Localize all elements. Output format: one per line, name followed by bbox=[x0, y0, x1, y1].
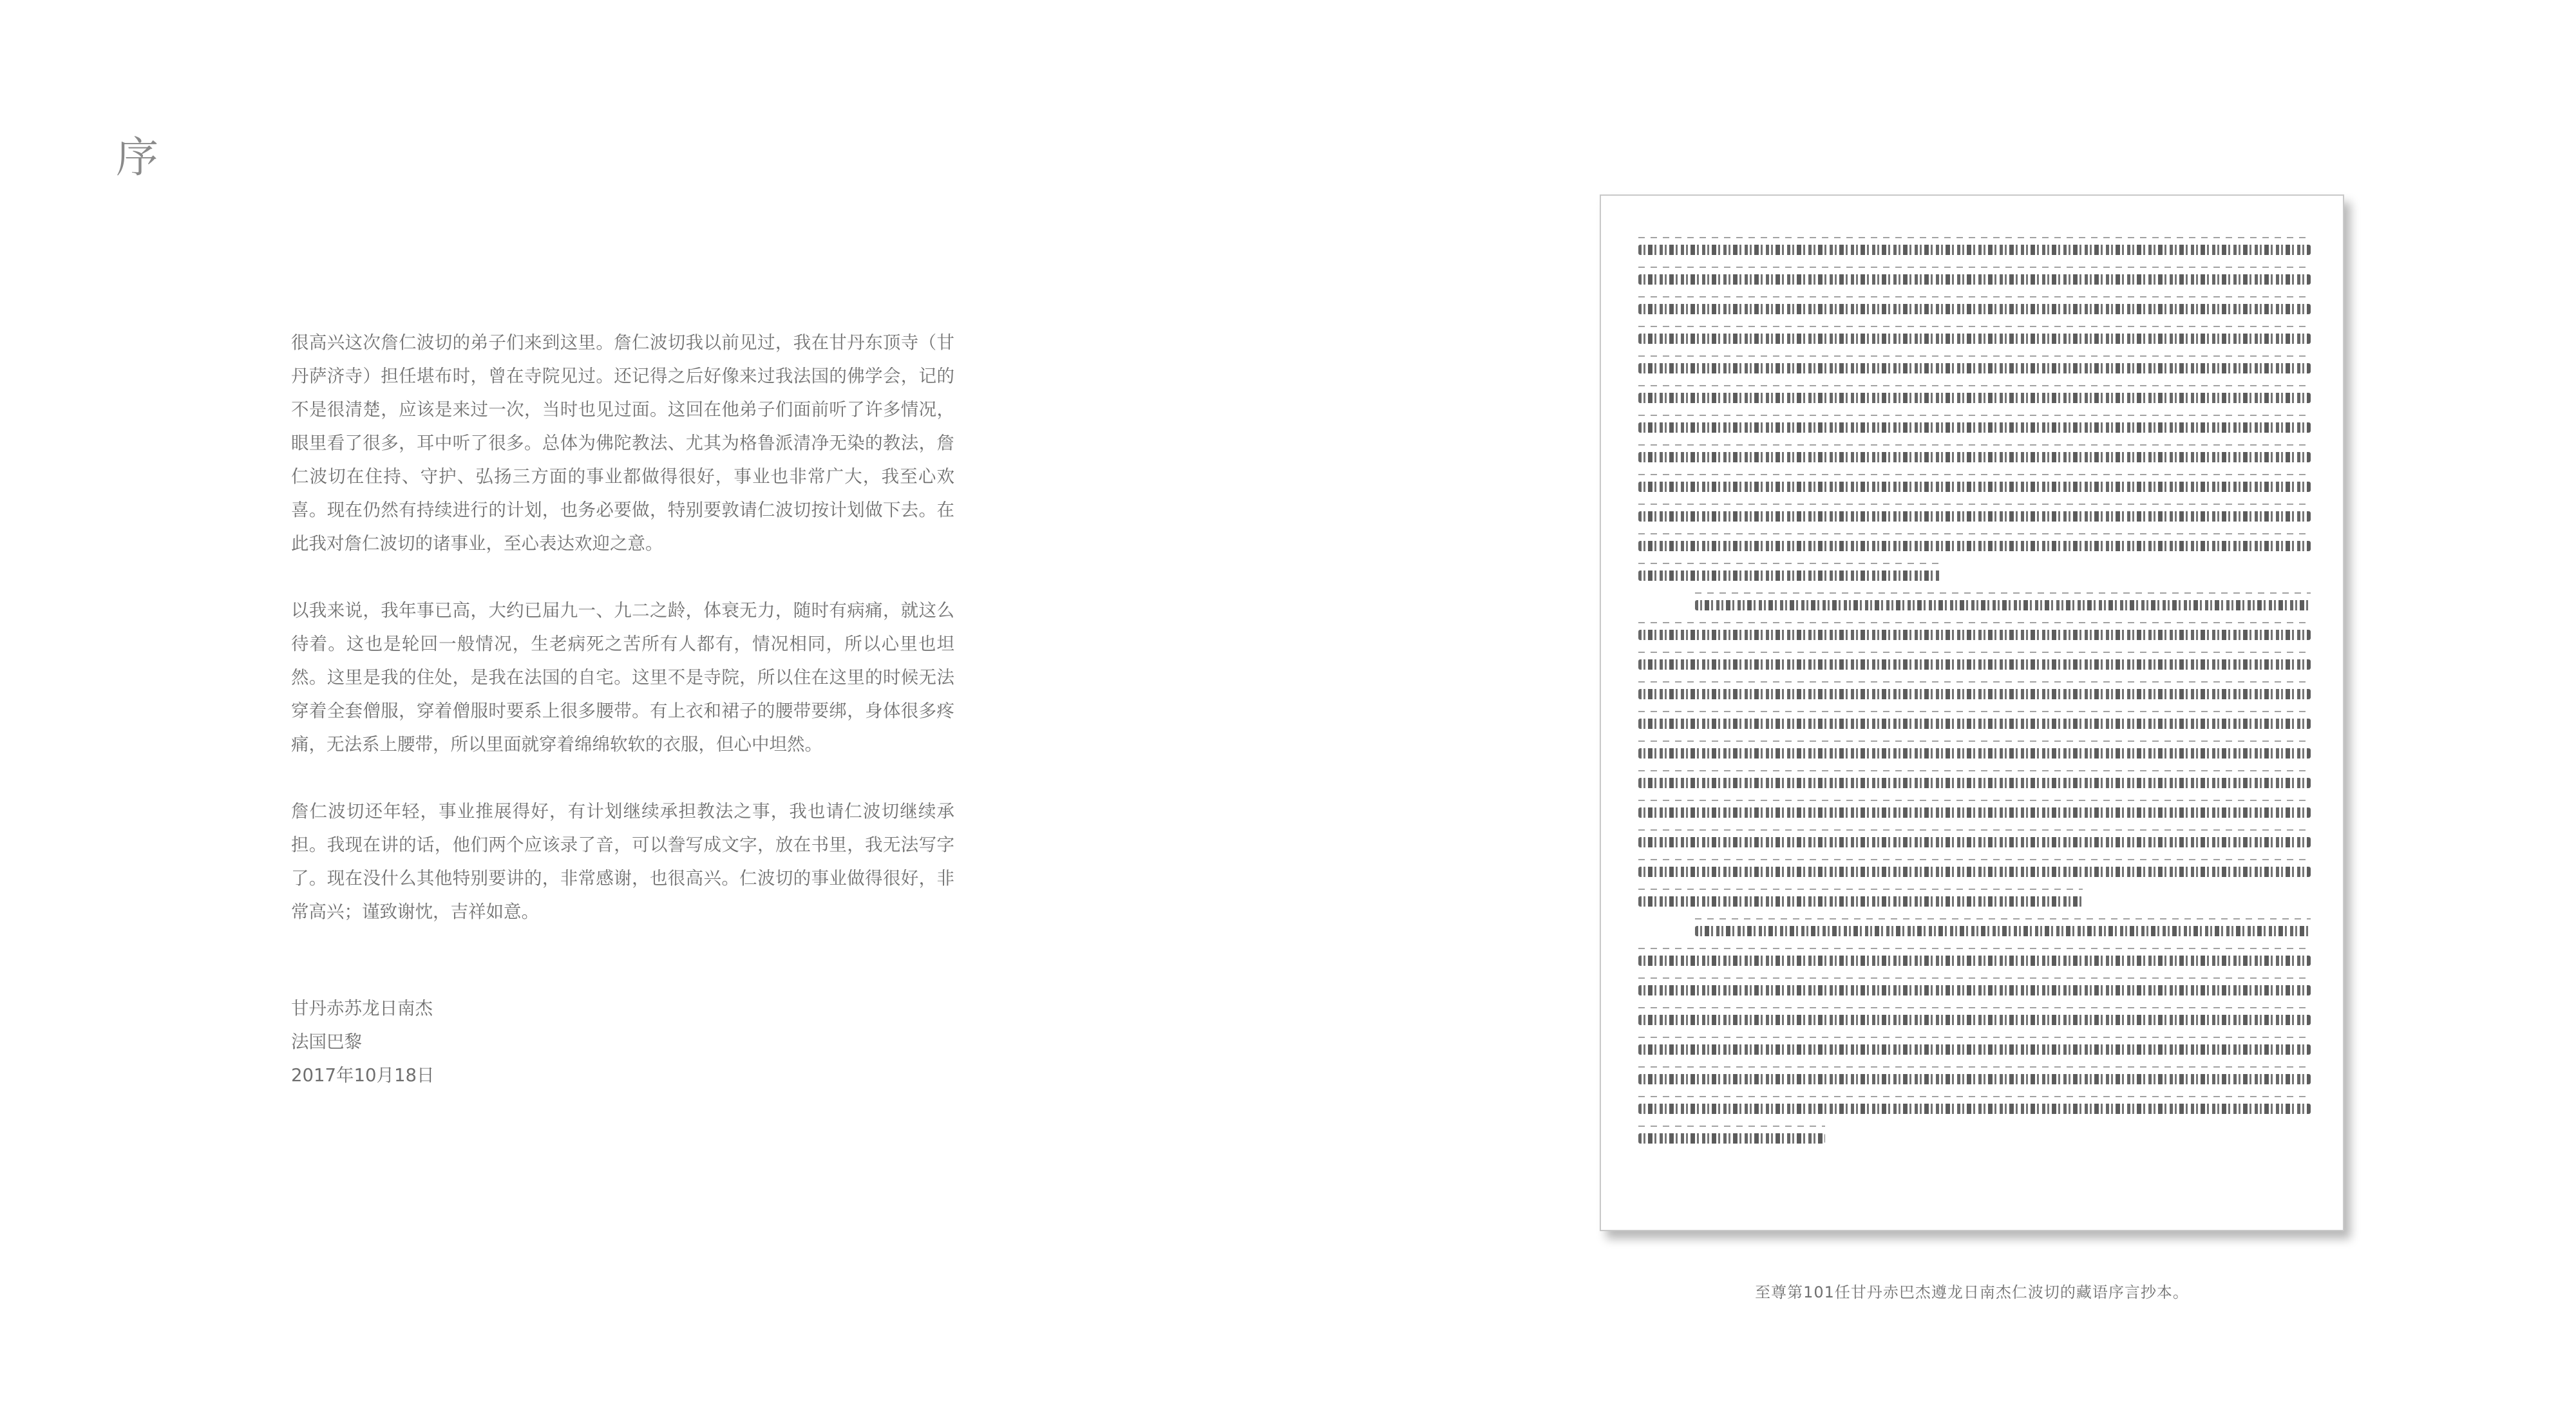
tibetan-script-line bbox=[1638, 274, 2311, 285]
preface-paragraph-1: 很高兴这次詹仁波切的弟子们来到这里。詹仁波切我以前见过，我在甘丹东顶寺（甘丹萨济寺）担任堪布时，曾在寺院见过。还记得之后好像来过我法国的佛学会，记的不是很清楚，应该是来过一次，当时也见过面。这回在他弟子们面前听了许多情况，眼里看了很多，耳中听了很多。总体为佛陀教法、尤其为格鲁派清净无染的教法，詹仁波切在住持、守护、弘扬三方面的事业都做得很好，事业也非常广大，我至心欢喜。现在仍然有持续进行的计划，也务必要做，特别要敦请仁波切按计划做下去。在此我对詹仁波切的诸事业，至心表达欢迎之意。 bbox=[291, 332, 954, 554]
tibetan-script-line bbox=[1638, 363, 2311, 373]
tibetan-letter-text bbox=[1638, 233, 2311, 1186]
page-title: 序 bbox=[116, 133, 160, 182]
tibetan-script-line bbox=[1638, 896, 2083, 907]
tibetan-letter-image bbox=[1600, 194, 2344, 1231]
tibetan-script-line bbox=[1638, 393, 2311, 403]
signature-name: 甘丹赤苏龙日南杰 bbox=[291, 998, 433, 1019]
signature-date: 2017年10月18日 bbox=[291, 1065, 435, 1086]
tibetan-script-line bbox=[1638, 689, 2311, 699]
preface-paragraph-3: 詹仁波切还年轻，事业推展得好，有计划继续承担教法之事，我也请仁波切继续承担。我现在讲的话，他们两个应该录了音，可以誊写成文字，放在书里，我无法写字了。现在没什么其他特别要讲的，非常感谢，也很高兴。仁波切的事业做得很好，非常高兴；谨致谢忱，吉祥如意。 bbox=[291, 801, 954, 922]
tibetan-script-line bbox=[1638, 985, 2311, 995]
preface-paragraph-2: 以我来说，我年事已高，大约已届九一、九二之龄，体衰无力，随时有病痛，就这么待着。这也是轮回一般情况，生老病死之苦所有人都有，情况相同，所以心里也坦然。这里是我的住处，是我在法国的自宅。这里不是寺院，所以住在这里的时候无法穿着全套僧服，穿着僧服时要系上很多腰带。有上衣和裙子的腰带要绑，身体很多疼痛，无法系上腰带，所以里面就穿着绵绵软软的衣服，但心中坦然。 bbox=[291, 600, 954, 755]
tibetan-script-line bbox=[1638, 541, 2311, 551]
tibetan-script-line bbox=[1638, 807, 2311, 818]
tibetan-script-line bbox=[1638, 1015, 2311, 1025]
tibetan-script-line bbox=[1638, 304, 2311, 314]
tibetan-script-line bbox=[1638, 1133, 1825, 1144]
tibetan-script-line bbox=[1695, 926, 2311, 936]
tibetan-script-line bbox=[1638, 1044, 2311, 1055]
tibetan-script-line bbox=[1638, 778, 2311, 788]
tibetan-script-line bbox=[1638, 511, 2311, 522]
tibetan-script-line bbox=[1638, 1074, 2311, 1084]
tibetan-script-line bbox=[1638, 719, 2311, 729]
tibetan-script-line bbox=[1638, 748, 2311, 759]
tibetan-script-line bbox=[1638, 1104, 2311, 1114]
tibetan-script-line bbox=[1638, 334, 2311, 344]
tibetan-script-line bbox=[1638, 482, 2311, 492]
tibetan-script-line bbox=[1638, 956, 2311, 966]
tibetan-script-line bbox=[1638, 245, 2311, 255]
tibetan-script-line bbox=[1638, 630, 2311, 640]
tibetan-script-line bbox=[1638, 422, 2311, 433]
signature-place: 法国巴黎 bbox=[291, 1032, 362, 1052]
letter-caption: 至尊第101任甘丹赤巴杰遵龙日南杰仁波切的藏语序言抄本。 bbox=[1755, 1283, 2189, 1301]
tibetan-script-line bbox=[1638, 570, 1941, 581]
tibetan-script-line bbox=[1638, 452, 2311, 462]
tibetan-script-line bbox=[1638, 659, 2311, 670]
signature-block bbox=[291, 992, 434, 1092]
tibetan-script-line bbox=[1638, 867, 2311, 877]
tibetan-script-line bbox=[1695, 600, 2311, 610]
preface-body bbox=[291, 326, 954, 962]
tibetan-script-line bbox=[1638, 837, 2311, 847]
